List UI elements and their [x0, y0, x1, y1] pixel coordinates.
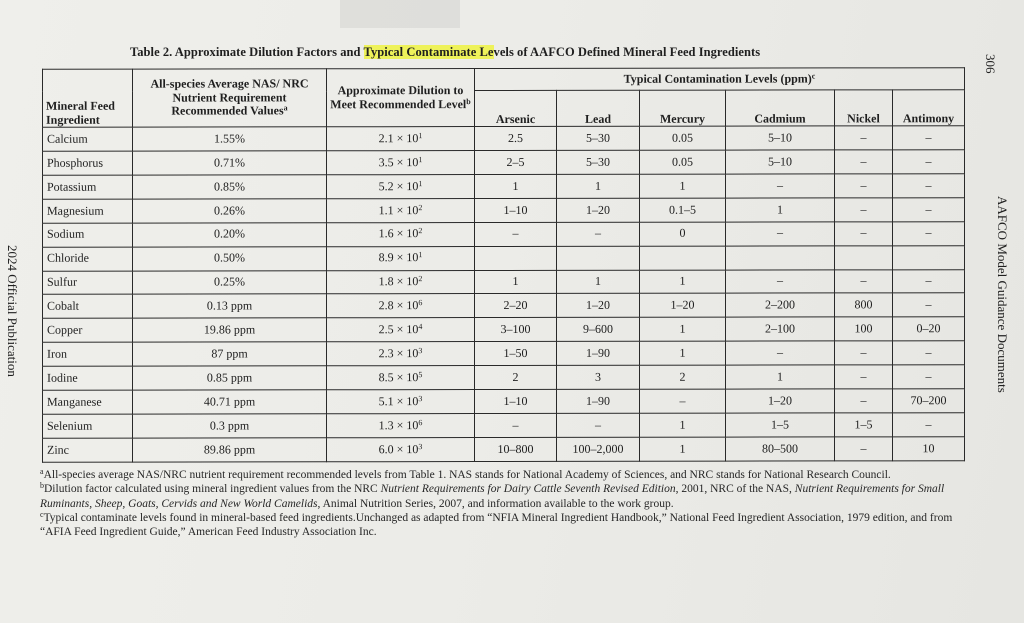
cell-arsenic: 2.5	[475, 126, 557, 150]
cell-arsenic: 1–50	[475, 342, 557, 366]
cell-mercury: 0.05	[640, 126, 726, 150]
cell-antimony: –	[893, 269, 965, 293]
cell-mercury: 0.05	[640, 150, 726, 174]
cell-lead	[557, 246, 640, 270]
cell-arsenic: –	[475, 222, 557, 246]
cell-lead: 1	[557, 270, 640, 294]
cell-lead: 5–30	[557, 126, 640, 150]
table-row	[43, 317, 965, 343]
cell-antimony: –	[893, 197, 965, 221]
table-row	[43, 174, 965, 200]
cell-nickel: –	[835, 126, 893, 150]
cell-ingredient: Sodium	[43, 223, 133, 247]
cell-arsenic: 1–10	[475, 198, 557, 222]
cell-nutrient-value: 89.86 ppm	[133, 438, 327, 462]
cell-ingredient: Zinc	[43, 438, 133, 462]
table-row	[43, 437, 965, 463]
cell-lead: –	[557, 222, 640, 246]
cell-antimony	[893, 245, 965, 269]
cell-lead: 9–600	[557, 318, 640, 342]
cell-cadmium: 1–5	[726, 413, 835, 437]
cell-nickel: 1–5	[835, 413, 893, 437]
cell-nutrient-value: 87 ppm	[133, 342, 327, 366]
cell-mercury: 0	[640, 222, 726, 246]
left-margin-text: 2024 Official Publication	[5, 245, 20, 377]
cell-nickel: –	[835, 437, 893, 461]
cell-dilution-factor: $1.1 \times 10^2$	[327, 198, 475, 222]
cell-lead: 1–20	[557, 294, 640, 318]
header-contamination-group: Typical Contamination Levels (ppm)$^c$	[475, 68, 965, 91]
cell-cadmium: –	[726, 341, 835, 365]
cell-antimony: –	[893, 341, 965, 365]
cell-mercury: 1	[640, 437, 726, 461]
cell-nickel: 100	[835, 317, 893, 341]
cell-dilution-factor: $2.8 \times 10^6$	[327, 294, 475, 318]
cell-arsenic: 10–800	[475, 437, 557, 461]
cell-nickel: –	[835, 269, 893, 293]
cell-cadmium: 5–10	[726, 150, 835, 174]
cell-mercury: 1	[640, 413, 726, 437]
cell-mercury: 1	[640, 341, 726, 365]
cell-nutrient-value: 0.85%	[133, 175, 327, 199]
cell-mercury	[640, 246, 726, 270]
header-nickel: Nickel	[835, 90, 893, 126]
cell-lead: –	[557, 413, 640, 437]
footnotes	[40, 468, 980, 539]
cell-arsenic: 1	[475, 270, 557, 294]
cell-dilution-factor: $1.6 \times 10^2$	[327, 222, 475, 246]
cell-dilution-factor: $1.3 \times 10^6$	[327, 414, 475, 438]
cell-ingredient: Iodine	[43, 366, 133, 390]
cell-cadmium: 80–500	[726, 437, 835, 461]
cell-ingredient: Manganese	[43, 390, 133, 414]
cell-arsenic: 2	[475, 366, 557, 390]
cell-mercury: 1	[640, 317, 726, 341]
cell-mercury: –	[640, 389, 726, 413]
cell-mercury: 1	[640, 174, 726, 198]
cell-dilution-factor: $8.9 \times 10^1$	[327, 246, 475, 270]
table-row	[43, 245, 965, 271]
cell-nutrient-value: 40.71 ppm	[133, 390, 327, 414]
cell-cadmium: 1–20	[726, 389, 835, 413]
cell-ingredient: Selenium	[43, 414, 133, 438]
table-title: Table 2. Approximate Dilution Factors and Typical Contaminate Levels of AAFCO Defined Mineral Feed Ingredients	[130, 45, 761, 59]
cell-antimony: 0–20	[893, 317, 965, 341]
cell-nickel	[835, 245, 893, 269]
header-arsenic: Arsenic	[475, 90, 557, 126]
header-ingredient: Mineral Feed Ingredient	[43, 69, 133, 127]
cell-nutrient-value: 19.86 ppm	[133, 318, 327, 342]
cell-lead: 1–90	[557, 389, 640, 413]
table-row	[43, 341, 965, 367]
cell-antimony: –	[893, 293, 965, 317]
cell-cadmium: 1	[726, 365, 835, 389]
cell-antimony: 10	[893, 437, 965, 461]
cell-nutrient-value: 0.20%	[133, 222, 327, 246]
cell-dilution-factor: $6.0 \times 10^3$	[327, 438, 475, 462]
table-row	[43, 389, 965, 415]
cell-arsenic	[475, 246, 557, 270]
cell-dilution-factor: $3.5 \times 10^1$	[327, 150, 475, 174]
cell-cadmium: –	[726, 174, 835, 198]
cell-lead: 1	[557, 174, 640, 198]
cell-lead: 100–2,000	[557, 437, 640, 461]
cell-nutrient-value: 0.71%	[133, 151, 327, 175]
cell-nickel: –	[835, 222, 893, 246]
cell-lead: 5–30	[557, 150, 640, 174]
cell-nutrient-value: 0.26%	[133, 199, 327, 223]
cell-dilution-factor: $5.2 \times 10^1$	[327, 174, 475, 198]
cell-nickel: –	[835, 198, 893, 222]
cell-cadmium: 5–10	[726, 126, 835, 150]
cell-ingredient: Calcium	[43, 127, 133, 151]
cell-cadmium: –	[726, 222, 835, 246]
header-nutrient-requirement: All-species Average NAS/ NRC Nutrient Requirement Recommended Values$^a$	[133, 69, 327, 127]
cell-nickel: –	[835, 365, 893, 389]
cell-antimony: –	[893, 365, 965, 389]
cell-nutrient-value: 0.13 ppm	[133, 294, 327, 318]
cell-cadmium: 2–200	[726, 293, 835, 317]
cell-dilution-factor: $8.5 \times 10^5$	[327, 366, 475, 390]
cell-mercury: 2	[640, 365, 726, 389]
header-antimony: Antimony	[893, 90, 965, 126]
cell-nickel: 800	[835, 293, 893, 317]
cell-ingredient: Phosphorus	[43, 151, 133, 175]
cell-cadmium: –	[726, 269, 835, 293]
cell-antimony: –	[893, 221, 965, 245]
cell-dilution-factor: $1.8 \times 10^2$	[327, 270, 475, 294]
cell-ingredient: Iron	[43, 342, 133, 366]
table-row	[43, 293, 965, 319]
cell-ingredient: Potassium	[43, 175, 133, 199]
table-row	[43, 365, 965, 391]
header-lead: Lead	[557, 90, 640, 126]
cell-nutrient-value: 1.55%	[133, 127, 327, 151]
cell-arsenic: 2–20	[475, 294, 557, 318]
cell-dilution-factor: $2.5 \times 10^4$	[327, 318, 475, 342]
cell-antimony: –	[893, 413, 965, 437]
footnote-a: $^a$All-species average NAS/NRC nutrient requirement recommended levels from Table 1. NAS stands for National Academy of Sciences, and NRC stands for National Research Council.	[40, 467, 891, 481]
cell-nutrient-value: 0.85 ppm	[133, 366, 327, 390]
cell-mercury: 0.1–5	[640, 198, 726, 222]
cell-nickel: –	[835, 150, 893, 174]
cell-lead: 1–20	[557, 198, 640, 222]
highlighted-text: Typical Contaminate Le	[363, 45, 494, 59]
cell-lead: 3	[557, 365, 640, 389]
cell-arsenic: –	[475, 413, 557, 437]
cell-mercury: 1	[640, 270, 726, 294]
cell-nickel: –	[835, 174, 893, 198]
cell-ingredient: Magnesium	[43, 199, 133, 223]
cell-dilution-factor: $5.1 \times 10^3$	[327, 390, 475, 414]
cell-lead: 1–90	[557, 342, 640, 366]
right-margin-text: AAFCO Model Guidance Documents	[995, 196, 1010, 393]
table-row	[43, 413, 965, 439]
cell-nickel: –	[835, 389, 893, 413]
page-number: 306	[983, 54, 998, 74]
cell-ingredient: Chloride	[43, 247, 133, 271]
cell-antimony: 70–200	[893, 389, 965, 413]
cell-cadmium: 1	[726, 198, 835, 222]
table-row	[43, 126, 965, 152]
cell-mercury: 1–20	[640, 294, 726, 318]
cell-arsenic: 1–10	[475, 390, 557, 414]
cell-nutrient-value: 0.3 ppm	[133, 414, 327, 438]
cell-cadmium: 2–100	[726, 317, 835, 341]
cell-ingredient: Copper	[43, 319, 133, 343]
header-dilution: Approximate Dilution to Meet Recommended Level$^b$	[327, 69, 475, 127]
table-body	[43, 126, 965, 463]
cell-dilution-factor: $2.1 \times 10^1$	[327, 127, 475, 151]
bleed-through-shadow	[340, 0, 460, 28]
cell-arsenic: 3–100	[475, 318, 557, 342]
cell-ingredient: Cobalt	[43, 295, 133, 319]
table-row	[43, 150, 965, 176]
table-row	[43, 221, 965, 247]
dilution-factors-table	[42, 67, 965, 463]
cell-arsenic: 2–5	[475, 150, 557, 174]
cell-dilution-factor: $2.3 \times 10^3$	[327, 342, 475, 366]
footnote-b: $^b$Dilution factor calculated using mineral ingredient values from the NRC Nutrient Requirements for Dairy Cattle Seventh Revised Edition, 2001, NRC of the NAS, Nutrient Requirements for Small Ruminants, Sheep, Goats, Cervids and New World Camelids, Animal Nutrition Series, 2007, and information available to the work group.	[40, 481, 945, 510]
cell-arsenic: 1	[475, 174, 557, 198]
table-row	[43, 269, 965, 295]
footnote-c: $^c$Typical contaminate levels found in mineral-based feed ingredients.Unchanged as adapted from “NFIA Mineral Ingredient Handbook,” National Feed Ingredient Association, 1979 edition, and from “AFIA Feed Ingredient Guide,” American Feed Industry Association Inc.	[40, 509, 953, 539]
header-mercury: Mercury	[640, 90, 726, 126]
cell-antimony: –	[893, 174, 965, 198]
table-row	[43, 197, 965, 223]
cell-nickel: –	[835, 341, 893, 365]
header-cadmium: Cadmium	[726, 90, 835, 126]
cell-nutrient-value: 0.25%	[133, 270, 327, 294]
cell-antimony: –	[893, 126, 965, 150]
cell-nutrient-value: 0.50%	[133, 246, 327, 270]
cell-ingredient: Sulfur	[43, 271, 133, 295]
cell-antimony: –	[893, 150, 965, 174]
cell-cadmium	[726, 246, 835, 270]
